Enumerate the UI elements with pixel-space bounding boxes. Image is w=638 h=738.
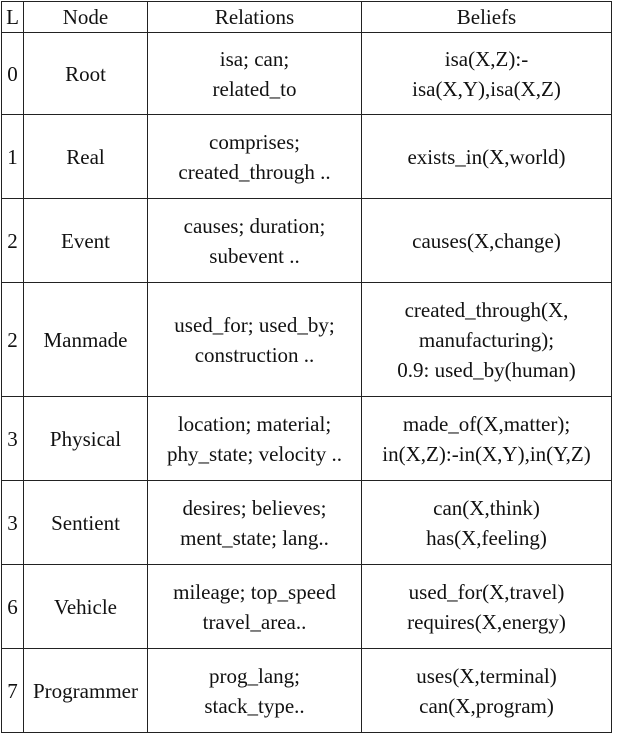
- beliefs-cell: [362, 115, 612, 199]
- table-row: [2, 199, 612, 283]
- beliefs-line: manufacturing);: [418, 327, 555, 352]
- ontology-table: [1, 1, 612, 733]
- beliefs-line: has(X,feeling): [426, 525, 547, 550]
- level-cell: 1: [2, 115, 24, 199]
- level-cell: 3: [2, 397, 24, 481]
- relations-cell: [148, 33, 362, 115]
- relations-line: used_for; used_by;: [174, 312, 335, 337]
- table-row: [2, 565, 612, 649]
- node-cell: Real: [24, 115, 148, 199]
- level-cell: 2: [2, 283, 24, 397]
- level-cell: 7: [2, 649, 24, 733]
- beliefs-cell: [362, 481, 612, 565]
- node-cell: Physical: [24, 397, 148, 481]
- relations-line: comprises;: [209, 129, 300, 154]
- beliefs-cell: [362, 283, 612, 397]
- relations-line: isa; can;: [219, 46, 290, 71]
- beliefs-line: isa(X,Z):-: [444, 46, 529, 71]
- level-cell: 2: [2, 199, 24, 283]
- relations-line: ment_state; lang..: [180, 525, 329, 550]
- relations-line: mileage; top_speed: [173, 579, 336, 604]
- beliefs-line: can(X,think): [433, 495, 540, 520]
- header-beliefs: Beliefs: [362, 2, 612, 33]
- node-cell: Root: [24, 33, 148, 115]
- header-relations: Relations: [148, 2, 362, 33]
- relations-line: stack_type..: [204, 693, 305, 718]
- relations-cell: [148, 649, 362, 733]
- beliefs-cell: [362, 649, 612, 733]
- header-row: [2, 2, 612, 33]
- relations-line: related_to: [212, 76, 297, 101]
- beliefs-cell: [362, 33, 612, 115]
- relations-line: travel_area..: [202, 609, 307, 634]
- beliefs-cell: [362, 565, 612, 649]
- beliefs-line: exists_in(X,world): [407, 144, 566, 169]
- relations-cell: [148, 481, 362, 565]
- relations-cell: [148, 565, 362, 649]
- node-cell: Vehicle: [24, 565, 148, 649]
- node-cell: Event: [24, 199, 148, 283]
- relations-line: construction ..: [194, 342, 315, 367]
- table-row: [2, 649, 612, 733]
- beliefs-line: uses(X,terminal): [416, 663, 557, 688]
- beliefs-line: 0.9: used_by(human): [397, 357, 576, 382]
- table-row: [2, 397, 612, 481]
- table-row: [2, 481, 612, 565]
- relations-line: prog_lang;: [209, 663, 300, 688]
- node-cell: Manmade: [24, 283, 148, 397]
- relations-line: desires; believes;: [182, 495, 327, 520]
- node-cell: Sentient: [24, 481, 148, 565]
- beliefs-line: causes(X,change): [412, 228, 561, 253]
- level-cell: 3: [2, 481, 24, 565]
- level-cell: 0: [2, 33, 24, 115]
- beliefs-line: isa(X,Y),isa(X,Z): [412, 76, 561, 101]
- level-cell: 6: [2, 565, 24, 649]
- relations-line: location; material;: [177, 411, 332, 436]
- relations-cell: [148, 283, 362, 397]
- relations-line: phy_state; velocity ..: [167, 441, 342, 466]
- beliefs-cell: [362, 397, 612, 481]
- beliefs-line: made_of(X,matter);: [402, 411, 571, 436]
- relations-line: causes; duration;: [183, 213, 326, 238]
- beliefs-line: used_for(X,travel): [408, 579, 565, 604]
- beliefs-line: in(X,Z):-in(X,Y),in(Y,Z): [382, 441, 591, 466]
- header-level: L: [2, 2, 24, 33]
- beliefs-line: requires(X,energy): [407, 609, 566, 634]
- beliefs-cell: [362, 199, 612, 283]
- beliefs-line: can(X,program): [419, 693, 554, 718]
- relations-cell: [148, 397, 362, 481]
- table-row: [2, 115, 612, 199]
- table-body: [2, 33, 612, 733]
- relations-line: subevent ..: [209, 243, 300, 268]
- header-node: Node: [24, 2, 148, 33]
- relations-line: created_through ..: [178, 159, 331, 184]
- beliefs-line: created_through(X,: [404, 297, 569, 322]
- node-cell: Programmer: [24, 649, 148, 733]
- table-row: [2, 33, 612, 115]
- relations-cell: [148, 115, 362, 199]
- table-row: [2, 283, 612, 397]
- relations-cell: [148, 199, 362, 283]
